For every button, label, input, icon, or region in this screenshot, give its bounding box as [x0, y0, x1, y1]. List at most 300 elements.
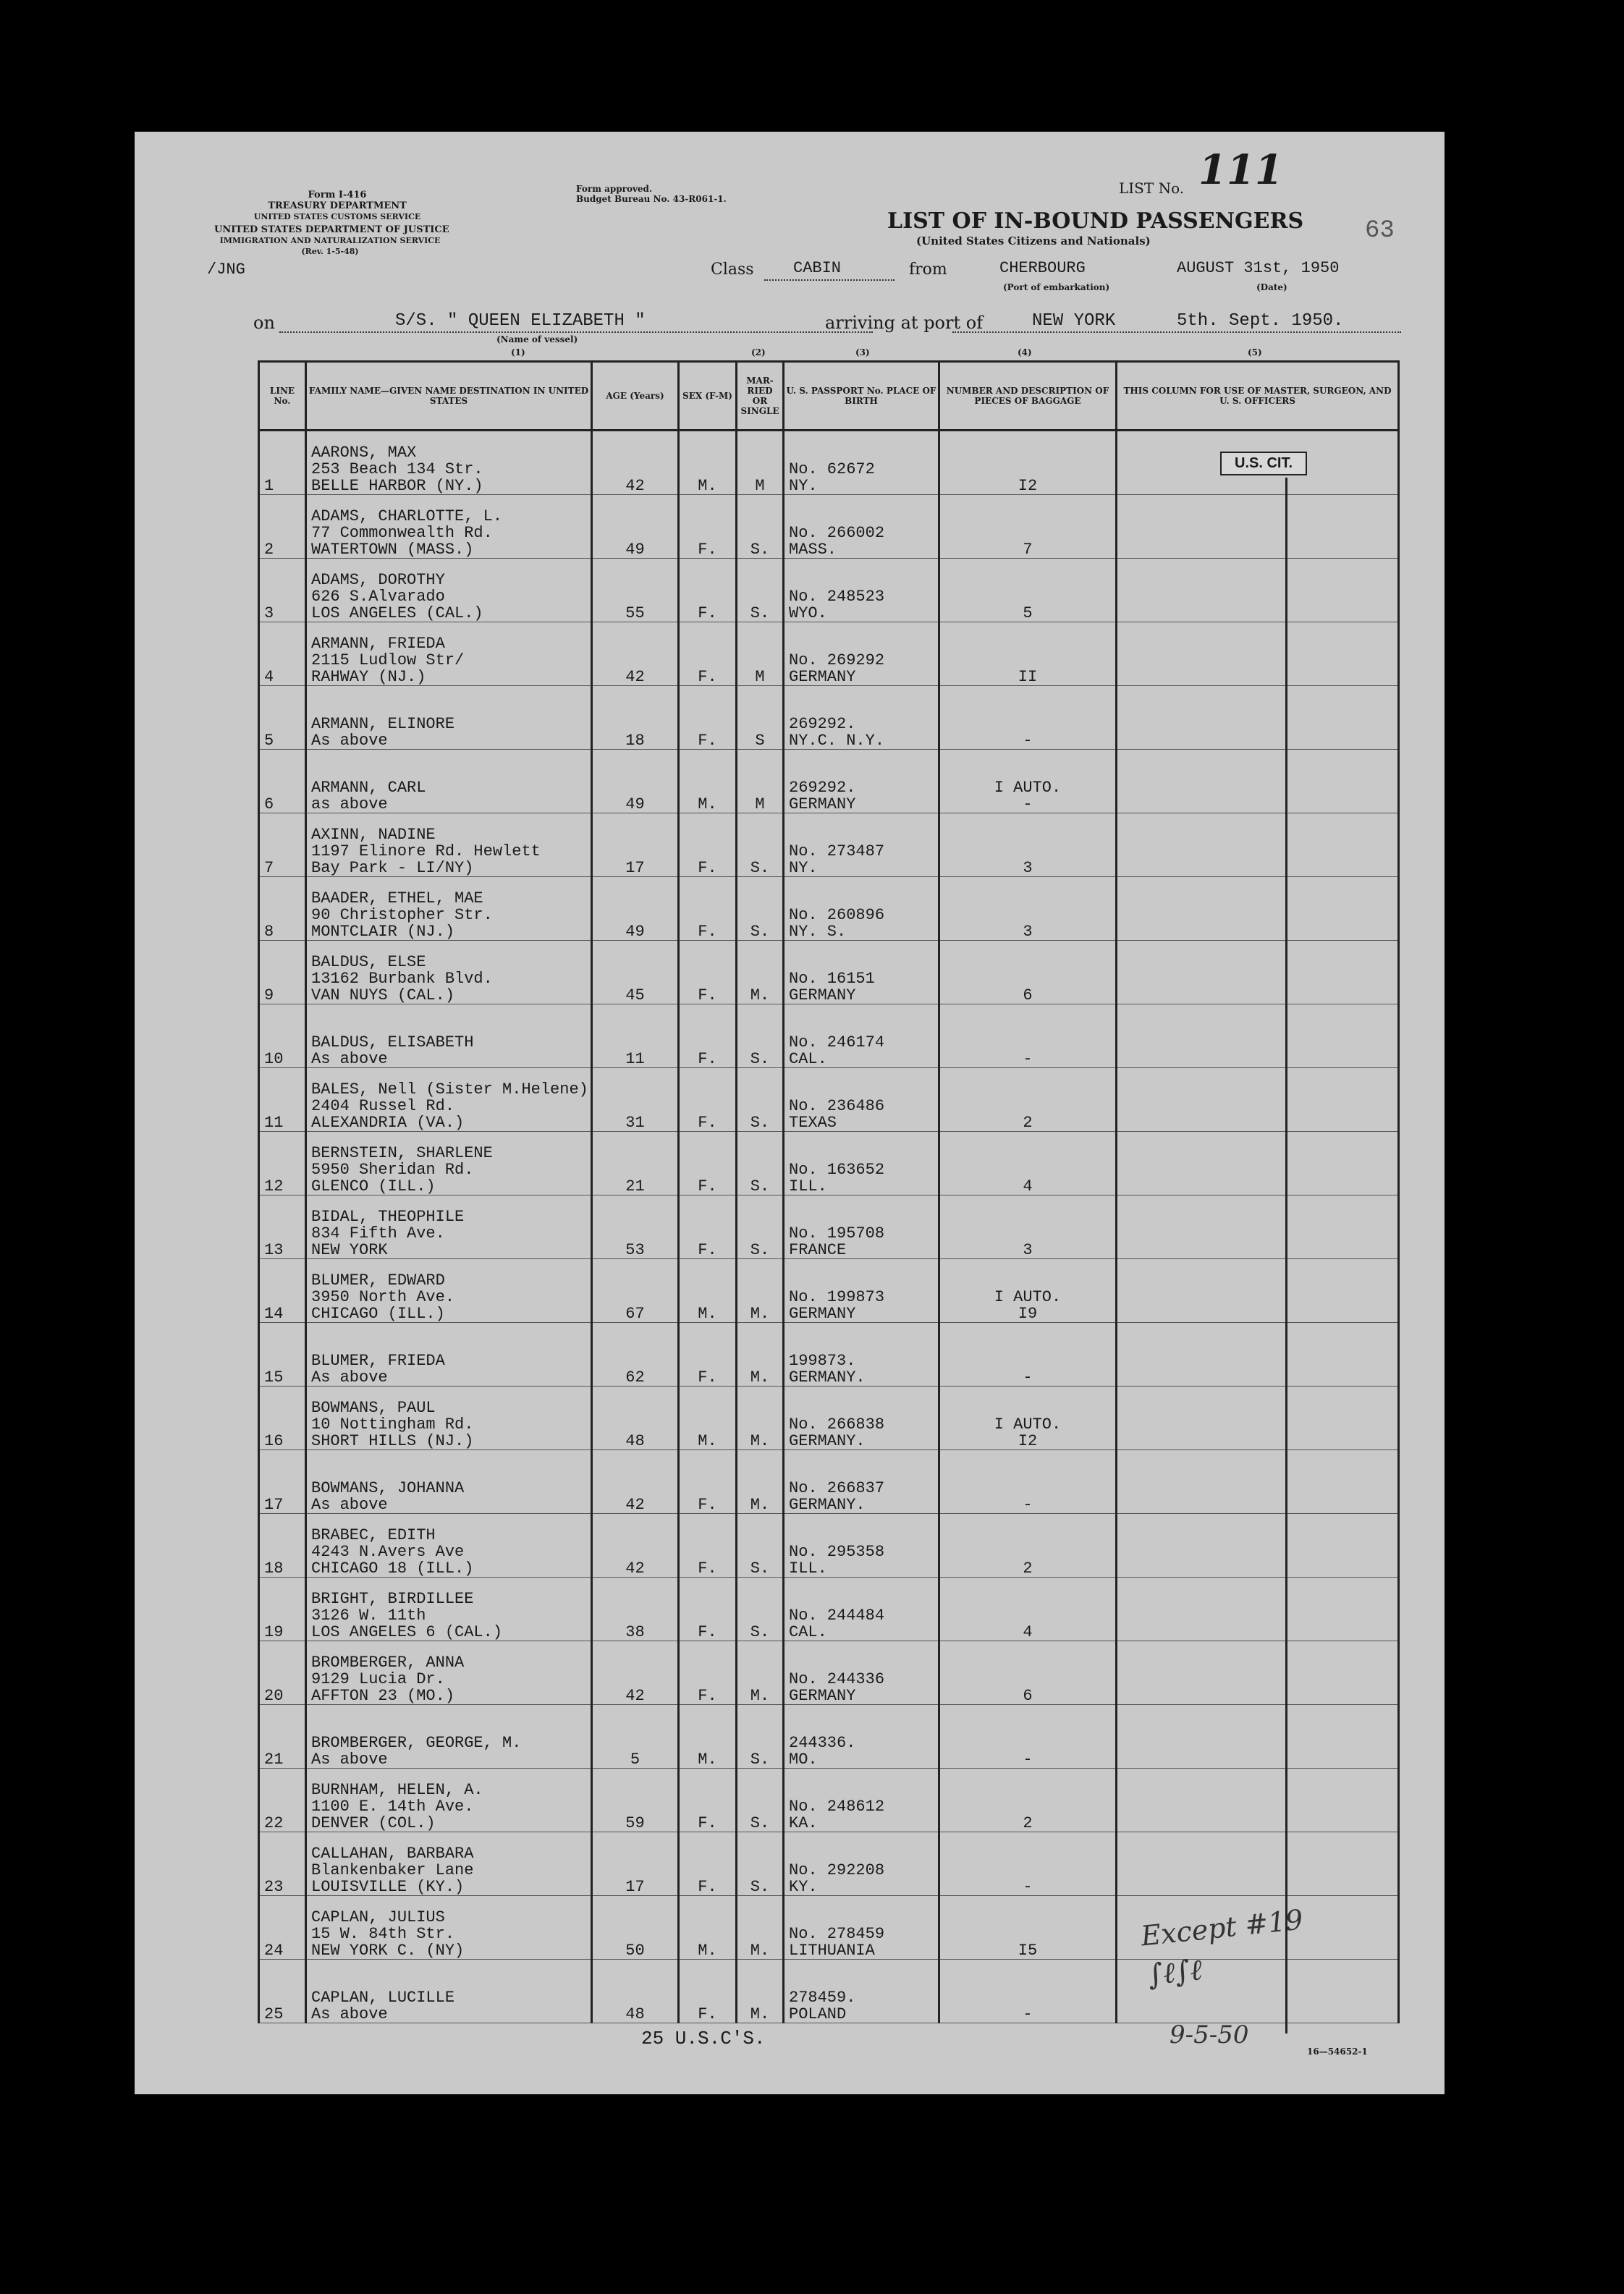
passenger-name-cell [306, 1769, 592, 1832]
arrival-date: 5th. Sept. 1950. [1177, 311, 1344, 331]
customs-service: UNITED STATES CUSTOMS SERVICE [253, 212, 421, 221]
baggage-cell [939, 1450, 1117, 1514]
stamp-line [1285, 478, 1287, 2033]
passenger-name: BURNHAM, HELEN, A. [311, 1781, 483, 1799]
punch-hole [88, 1890, 123, 1925]
passenger-sex: F. [679, 1450, 737, 1514]
passport-cell [784, 1450, 939, 1514]
officers-cell [1117, 686, 1399, 750]
passenger-name: BALES, Nell (Sister M.Helene) [311, 1080, 588, 1099]
clerk-initials: /JNG [207, 261, 245, 279]
table-row [259, 1323, 1399, 1387]
passport-number: No. 244484 [789, 1607, 885, 1625]
baggage-cell [939, 941, 1117, 1004]
ins-service: IMMIGRATION AND NATURALIZATION SERVICE [219, 236, 441, 245]
passport-number: No. 295358 [789, 1543, 885, 1561]
passenger-sex: F. [679, 1832, 737, 1896]
passenger-street: 15 W. 84th Str. [311, 1925, 455, 1943]
baggage-cell [939, 1578, 1117, 1641]
table-row [259, 1769, 1399, 1832]
passenger-age: 21 [592, 1132, 679, 1195]
passenger-name: CALLAHAN, BARBARA [311, 1845, 474, 1863]
place-of-birth: ILL. [789, 1177, 827, 1195]
marital-status: M. [737, 1323, 784, 1387]
baggage-cell [939, 686, 1117, 750]
baggage-cell [939, 431, 1117, 495]
passenger-sex: M. [679, 1705, 737, 1769]
col-header-passport: U. S. PASSPORT No. PLACE OF BIRTH [784, 362, 939, 431]
baggage-count: - [1023, 1878, 1033, 1896]
passenger-sex: F. [679, 1514, 737, 1578]
baggage-cell [939, 1641, 1117, 1705]
passport-number: 269292. [789, 715, 856, 733]
passenger-age: 67 [592, 1259, 679, 1323]
class-label: Class [711, 261, 754, 279]
treasury-dept: TREASURY DEPARTMENT [268, 200, 407, 211]
passenger-age: 49 [592, 495, 679, 559]
passenger-sex: M. [679, 1896, 737, 1960]
passenger-name-cell [306, 1132, 592, 1195]
passenger-sex: F. [679, 1068, 737, 1132]
passenger-name: AXINN, NADINE [311, 826, 436, 844]
passenger-age: 38 [592, 1578, 679, 1641]
passenger-age: 5 [592, 1705, 679, 1769]
passenger-sex: M. [679, 1387, 737, 1450]
passenger-sex: F. [679, 559, 737, 622]
line-number: 15 [259, 1323, 306, 1387]
revision-date: (Rev. 1-5-48) [301, 247, 359, 256]
passenger-city: AFFTON 23 (MO.) [311, 1687, 455, 1705]
place-of-birth: WYO. [789, 604, 827, 622]
baggage-count: 3 [1023, 923, 1033, 941]
passenger-name: AARONS, MAX [311, 444, 417, 462]
baggage-cell [939, 1705, 1117, 1769]
passport-cell [784, 877, 939, 941]
place-of-birth: GERMANY. [789, 1432, 866, 1450]
baggage-count: - [1023, 1368, 1033, 1387]
passenger-name: ARMANN, ELINORE [311, 715, 455, 733]
officers-cell [1117, 813, 1399, 877]
baggage-count: II [1018, 668, 1038, 686]
total-count: 25 U.S.C'S. [641, 2028, 766, 2049]
signature-date: 9-5-50 [1170, 2020, 1249, 2049]
punch-hole [106, 320, 132, 346]
line-number: 2 [259, 495, 306, 559]
baggage-count: 3 [1023, 859, 1033, 877]
officers-cell [1117, 1068, 1399, 1132]
line-number: 25 [259, 1960, 306, 2023]
date-value: AUGUST 31st, 1950 [1177, 259, 1340, 277]
passenger-sex: F. [679, 1769, 737, 1832]
passenger-city: GLENCO (ILL.) [311, 1177, 436, 1195]
passport-number: No. 248523 [789, 588, 885, 606]
passenger-name: BLUMER, FRIEDA [311, 1352, 445, 1370]
table-row [259, 1195, 1399, 1259]
baggage-cell [939, 1960, 1117, 2023]
table-row [259, 1578, 1399, 1641]
officers-cell [1117, 1259, 1399, 1323]
passenger-name: ARMANN, CARL [311, 779, 426, 797]
passenger-name: ARMANN, FRIEDA [311, 635, 445, 653]
passenger-name-cell [306, 1387, 592, 1450]
place-of-birth: KA. [789, 1814, 818, 1832]
passport-cell [784, 1960, 939, 2023]
table-row [259, 495, 1399, 559]
passenger-name-cell [306, 750, 592, 813]
justice-dept: UNITED STATES DEPARTMENT OF JUSTICE [214, 224, 449, 235]
table-row [259, 559, 1399, 622]
officers-cell [1117, 1132, 1399, 1195]
passenger-name: BROMBERGER, GEORGE, M. [311, 1734, 522, 1752]
passenger-age: 42 [592, 1450, 679, 1514]
passenger-sex: F. [679, 1132, 737, 1195]
port-underline [952, 331, 1401, 333]
baggage-cell [939, 1259, 1117, 1323]
baggage-cell [939, 622, 1117, 686]
table-row [259, 1068, 1399, 1132]
baggage-count: 6 [1023, 986, 1033, 1004]
line-number: 19 [259, 1578, 306, 1641]
place-of-birth: MASS. [789, 541, 837, 559]
col-num-3: (3) [855, 347, 870, 357]
marital-status: M [737, 622, 784, 686]
place-of-birth: KY. [789, 1878, 818, 1896]
passport-number: No. 62672 [789, 460, 875, 478]
table-row [259, 1387, 1399, 1450]
list-no-label: LIST No. [1119, 179, 1185, 197]
passenger-name: BROMBERGER, ANNA [311, 1654, 465, 1672]
marital-status: M. [737, 1259, 784, 1323]
baggage-count: 7 [1023, 541, 1033, 559]
marital-status: S. [737, 1832, 784, 1896]
line-number: 4 [259, 622, 306, 686]
place-of-birth: GERMANY [789, 1305, 856, 1323]
passenger-name-cell [306, 1896, 592, 1960]
passenger-city: VAN NUYS (CAL.) [311, 986, 455, 1004]
passenger-age: 42 [592, 1514, 679, 1578]
passenger-name-cell [306, 1705, 592, 1769]
place-of-birth: CAL. [789, 1050, 827, 1068]
line-number: 24 [259, 1896, 306, 1960]
passenger-name-cell [306, 1641, 592, 1705]
baggage-count: I9 [1018, 1305, 1038, 1323]
passenger-sex: F. [679, 1960, 737, 2023]
passenger-age: 49 [592, 750, 679, 813]
place-of-birth: GERMANY. [789, 1368, 866, 1387]
passenger-street: 1100 E. 14th Ave. [311, 1798, 474, 1816]
place-of-birth: GERMANY [789, 1687, 856, 1705]
class-value: CABIN [793, 259, 842, 277]
table-row [259, 1960, 1399, 2023]
baggage-cell [939, 1004, 1117, 1068]
passport-cell [784, 1004, 939, 1068]
officers-cell [1117, 1514, 1399, 1578]
table-row [259, 877, 1399, 941]
passport-number: No. 244336 [789, 1670, 885, 1688]
passport-cell [784, 559, 939, 622]
passenger-age: 11 [592, 1004, 679, 1068]
from-caption: (Port of embarkation) [1003, 282, 1110, 292]
passenger-name-cell [306, 941, 592, 1004]
official-signature: ∫ℓ∫ℓ [1146, 1953, 1204, 1992]
passenger-street: 3950 North Ave. [311, 1288, 455, 1306]
baggage-count: I2 [1018, 1432, 1038, 1450]
table-row [259, 1705, 1399, 1769]
passenger-sex: F. [679, 941, 737, 1004]
passenger-sex: F. [679, 813, 737, 877]
line-number: 9 [259, 941, 306, 1004]
passenger-sex: F. [679, 495, 737, 559]
marital-status: M [737, 750, 784, 813]
place-of-birth: ILL. [789, 1559, 827, 1578]
passport-cell [784, 1832, 939, 1896]
passenger-name: BAADER, ETHEL, MAE [311, 889, 483, 907]
passenger-age: 59 [592, 1769, 679, 1832]
line-number: 21 [259, 1705, 306, 1769]
officers-cell [1117, 559, 1399, 622]
baggage-count: - [1023, 1050, 1033, 1068]
passenger-sex: F. [679, 1641, 737, 1705]
table-row [259, 1641, 1399, 1705]
marital-status: M [737, 431, 784, 495]
baggage-count: - [1023, 2005, 1033, 2023]
passenger-name-cell [306, 1004, 592, 1068]
punch-hole [88, 642, 123, 677]
officers-cell [1117, 1195, 1399, 1259]
col-header-sex: SEX (F-M) [679, 362, 737, 431]
passport-number: No. 266002 [789, 524, 885, 542]
line-number: 6 [259, 750, 306, 813]
punch-hole [88, 1984, 123, 2019]
passport-cell [784, 622, 939, 686]
passenger-name-cell [306, 1323, 592, 1387]
passenger-sex: M. [679, 750, 737, 813]
budget-bureau: Budget Bureau No. 43-R061-1. [576, 194, 727, 204]
baggage-cell [939, 877, 1117, 941]
marital-status: S. [737, 813, 784, 877]
passport-cell [784, 1641, 939, 1705]
place-of-birth: NY. [789, 859, 818, 877]
passenger-age: 50 [592, 1896, 679, 1960]
passenger-name-cell [306, 877, 592, 941]
punch-hole [88, 1478, 123, 1512]
baggage-cell [939, 559, 1117, 622]
line-number: 1 [259, 431, 306, 495]
line-number: 5 [259, 686, 306, 750]
passenger-street: 3126 W. 11th [311, 1607, 426, 1625]
marital-status: S. [737, 1514, 784, 1578]
passport-number: No. 260896 [789, 906, 885, 924]
punch-hole [88, 1069, 123, 1104]
baggage-cell [939, 1387, 1117, 1450]
line-number: 12 [259, 1132, 306, 1195]
passport-cell [784, 1132, 939, 1195]
passenger-city: ALEXANDRIA (VA.) [311, 1114, 465, 1132]
passenger-age: 48 [592, 1387, 679, 1450]
baggage-cell [939, 1068, 1117, 1132]
baggage-auto: I AUTO. [994, 779, 1062, 797]
place-of-birth: GERMANY. [789, 1496, 866, 1514]
passenger-name: BALDUS, ELSE [311, 953, 426, 971]
passenger-sex: F. [679, 1195, 737, 1259]
passport-cell [784, 1259, 939, 1323]
place-of-birth: NY. S. [789, 923, 847, 941]
passenger-street: 5950 Sheridan Rd. [311, 1161, 474, 1179]
baggage-count: - [1023, 795, 1033, 813]
passenger-sex: F. [679, 1323, 737, 1387]
passenger-name: ADAMS, CHARLOTTE, L. [311, 507, 503, 525]
table-row [259, 941, 1399, 1004]
passenger-sex: F. [679, 1578, 737, 1641]
passenger-name-cell [306, 1960, 592, 2023]
class-underline [764, 279, 895, 281]
officers-cell [1117, 1578, 1399, 1641]
passenger-age: 55 [592, 559, 679, 622]
passenger-sex: F. [679, 877, 737, 941]
passenger-age: 31 [592, 1068, 679, 1132]
passenger-city: BELLE HARBOR (NY.) [311, 477, 483, 495]
baggage-cell [939, 495, 1117, 559]
passenger-city: as above [311, 795, 388, 813]
baggage-count: - [1023, 1751, 1033, 1769]
passport-number: 269292. [789, 779, 856, 797]
place-of-birth: TEXAS [789, 1114, 837, 1132]
passenger-street: 2115 Ludlow Str/ [311, 651, 465, 669]
signature-note: Except #19 [1139, 1903, 1305, 1952]
place-of-birth: MO. [789, 1751, 818, 1769]
baggage-cell [939, 813, 1117, 877]
passenger-age: 62 [592, 1323, 679, 1387]
marital-status: S [737, 686, 784, 750]
passenger-name: BOWMANS, JOHANNA [311, 1479, 465, 1497]
officers-cell [1117, 877, 1399, 941]
passenger-name-cell [306, 686, 592, 750]
manifest-page [135, 132, 1445, 2094]
passenger-name-cell [306, 495, 592, 559]
marital-status: S. [737, 1705, 784, 1769]
marital-status: S. [737, 1195, 784, 1259]
passenger-sex: F. [679, 622, 737, 686]
passenger-sex: M. [679, 1259, 737, 1323]
baggage-count: 5 [1023, 604, 1033, 622]
passenger-name: CAPLAN, JULIUS [311, 1908, 445, 1926]
passport-number: 199873. [789, 1352, 856, 1370]
line-number: 17 [259, 1450, 306, 1514]
baggage-count: 2 [1023, 1559, 1033, 1578]
list-no-value: 111 [1198, 146, 1283, 194]
line-number: 13 [259, 1195, 306, 1259]
passenger-name: ADAMS, DOROTHY [311, 571, 445, 589]
passport-number: No. 278459 [789, 1925, 885, 1943]
punch-hole [88, 182, 123, 217]
passenger-street: 13162 Burbank Blvd. [311, 970, 493, 988]
passport-cell [784, 941, 939, 1004]
passenger-street: 1197 Elinore Rd. Hewlett [311, 842, 541, 860]
line-number: 7 [259, 813, 306, 877]
place-of-birth: NY.C. N.Y. [789, 732, 885, 750]
passenger-city: As above [311, 732, 388, 750]
passport-number: 278459. [789, 1989, 856, 2007]
passport-number: No. 163652 [789, 1161, 885, 1179]
passenger-name: BRIGHT, BIRDILLEE [311, 1590, 474, 1608]
officers-cell [1117, 622, 1399, 686]
table-row [259, 1132, 1399, 1195]
baggage-count: I2 [1018, 477, 1038, 495]
place-of-birth: LITHUANIA [789, 1942, 875, 1960]
passenger-city: CHICAGO 18 (ILL.) [311, 1559, 474, 1578]
baggage-cell [939, 1195, 1117, 1259]
table-row [259, 1004, 1399, 1068]
passenger-city: LOS ANGELES 6 (CAL.) [311, 1623, 503, 1641]
passenger-city: As above [311, 1751, 388, 1769]
passport-cell [784, 1578, 939, 1641]
line-number: 20 [259, 1641, 306, 1705]
passenger-city: As above [311, 1368, 388, 1387]
passenger-sex: M. [679, 431, 737, 495]
arriving-label: arriving at port of [825, 313, 984, 333]
place-of-birth: FRANCE [789, 1241, 847, 1259]
col-header-name: FAMILY NAME—GIVEN NAME DESTINATION IN UNITED STATES [306, 362, 592, 431]
baggage-count: 2 [1023, 1114, 1033, 1132]
date-caption: (Date) [1256, 282, 1287, 292]
line-number: 3 [259, 559, 306, 622]
passenger-city: LOS ANGELES (CAL.) [311, 604, 483, 622]
passport-cell [784, 495, 939, 559]
marital-status: S. [737, 559, 784, 622]
passenger-city: SHORT HILLS (NJ.) [311, 1432, 474, 1450]
place-of-birth: GERMANY [789, 795, 856, 813]
passenger-age: 42 [592, 431, 679, 495]
line-number: 22 [259, 1769, 306, 1832]
passenger-age: 45 [592, 941, 679, 1004]
passenger-name-cell [306, 1450, 592, 1514]
passport-cell [784, 431, 939, 495]
passenger-name: BRABEC, EDITH [311, 1526, 436, 1544]
line-number: 23 [259, 1832, 306, 1896]
vessel-caption: (Name of vessel) [496, 334, 578, 344]
passenger-city: NEW YORK [311, 1241, 388, 1259]
passenger-street: 90 Christopher Str. [311, 906, 493, 924]
passport-cell [784, 686, 939, 750]
passport-number: No. 236486 [789, 1097, 885, 1115]
officers-cell [1117, 941, 1399, 1004]
passenger-name: BIDAL, THEOPHILE [311, 1208, 465, 1226]
passenger-name-cell [306, 1195, 592, 1259]
baggage-cell [939, 1132, 1117, 1195]
passport-number: No. 248612 [789, 1798, 885, 1816]
passenger-street: 9129 Lucia Dr. [311, 1670, 445, 1688]
officers-cell [1117, 1387, 1399, 1450]
passport-cell [784, 813, 939, 877]
passenger-age: 48 [592, 1960, 679, 2023]
passenger-name-cell [306, 1578, 592, 1641]
passport-cell [784, 1387, 939, 1450]
passenger-age: 17 [592, 813, 679, 877]
line-number: 8 [259, 877, 306, 941]
col-num-4: (4) [1018, 347, 1032, 357]
page-number: 63 [1365, 217, 1395, 245]
passport-number: No. 195708 [789, 1224, 885, 1243]
passport-number: No. 266837 [789, 1479, 885, 1497]
passenger-name-cell [306, 559, 592, 622]
passenger-city: RAHWAY (NJ.) [311, 668, 426, 686]
baggage-count: 2 [1023, 1814, 1033, 1832]
passenger-name-cell [306, 622, 592, 686]
passenger-age: 53 [592, 1195, 679, 1259]
officers-cell [1117, 1832, 1399, 1896]
passenger-name-cell [306, 1068, 592, 1132]
place-of-birth: GERMANY [789, 668, 856, 686]
